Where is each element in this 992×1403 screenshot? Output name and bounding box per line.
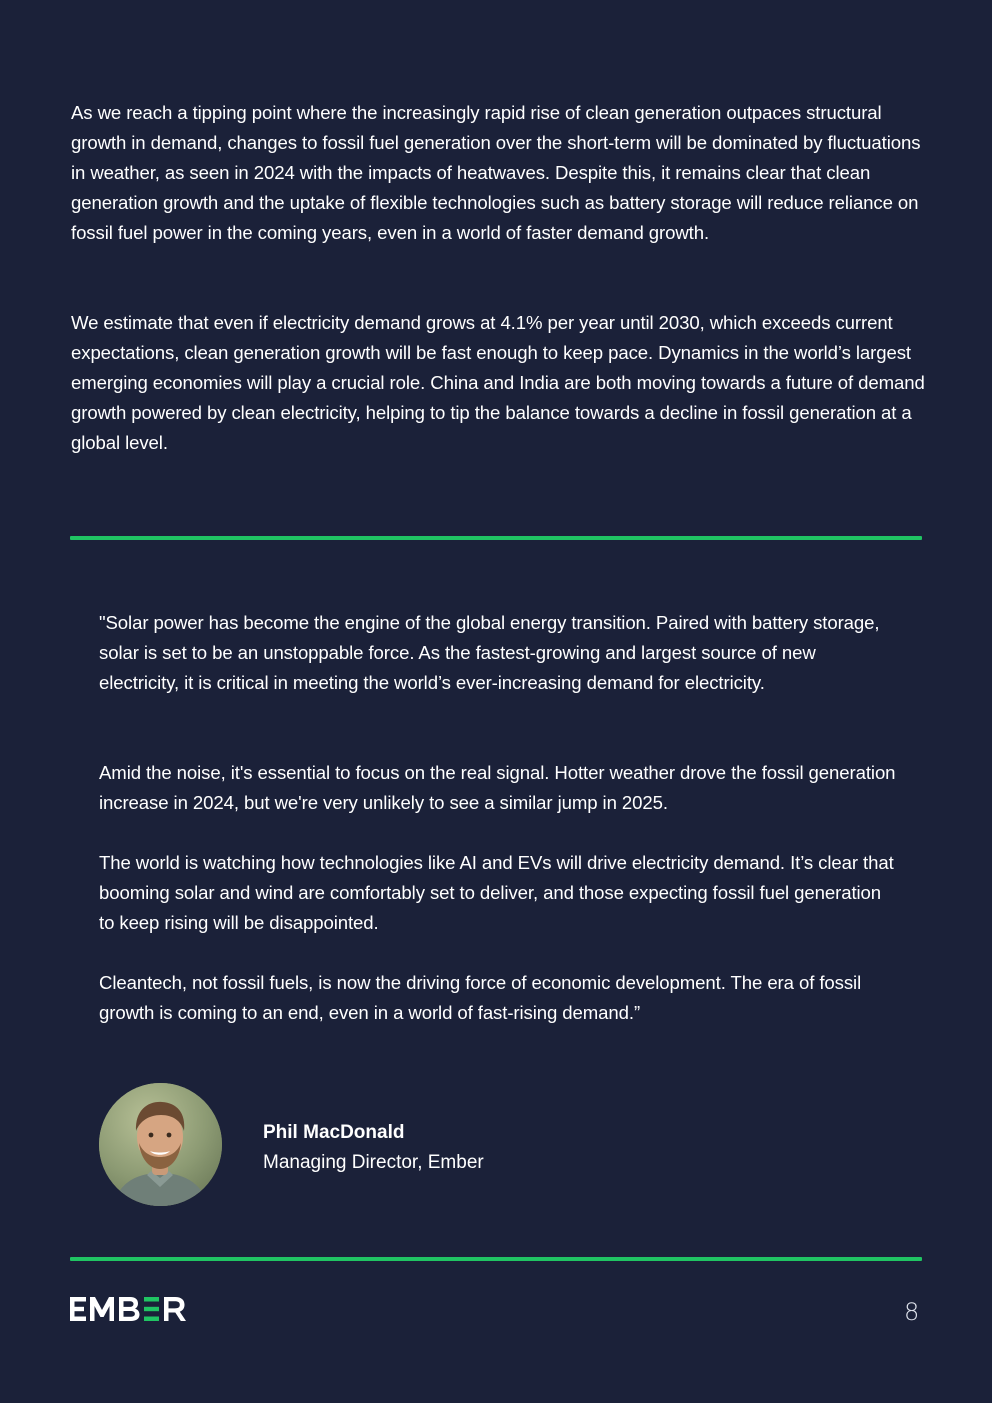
ember-logo <box>70 1294 188 1322</box>
intro-paragraph-2: We estimate that even if electricity demand grows at 4.1% per year until 2030, which exceeds current expectations, clean generation growth will be fast enough to keep pace. Dynamics in the world’s largest emerging economies will play a crucial role. China and India are both moving towards a future of demand growth powered by clean electricity, helping to tip the balance towards a decline in fossil generation at a global level. <box>71 312 925 453</box>
author-name: Phil MacDonald <box>263 1122 405 1143</box>
quote-paragraph-1: "Solar power has become the engine of the global energy transition. Paired with battery storage, solar is set to be an unstoppable force. As the fastest-growing and largest source of new electricity, it is critical in meeting the world’s ever-increasing demand for electricity. <box>99 612 880 693</box>
section-divider-bottom <box>70 1257 922 1261</box>
section-divider-top <box>70 536 922 540</box>
quote-paragraph-4: Cleantech, not fossil fuels, is now the driving force of economic development. The era of fossil growth is coming to an end, even in a world of fast-rising demand.” <box>99 972 862 1023</box>
page-number: 8 <box>904 1298 920 1326</box>
author-avatar <box>99 1083 222 1206</box>
quote-paragraph-2: Amid the noise, it's essential to focus on the real signal. Hotter weather drove the fossil generation increase in 2024, but we're very unlikely to see a similar jump in 2025. <box>99 762 896 813</box>
author-role: Managing Director, Ember <box>263 1152 484 1173</box>
intro-paragraph-1: As we reach a tipping point where the increasingly rapid rise of clean generation outpaces structural growth in demand, changes to fossil fuel generation over the short-term will be dominated by fluctuations in weather, as seen in 2024 with the impacts of heatwaves. Despite this, it remains clear that clean generation growth and the uptake of flexible technologies such as battery storage will reduce reliance on fossil fuel power in the coming years, even in a world of faster demand growth. <box>71 102 921 243</box>
quote-paragraph-3: The world is watching how technologies like AI and EVs will drive electricity demand. It’s clear that booming solar and wind are comfortably set to deliver, and those expecting fossil fuel generation to keep rising will be disappointed. <box>99 852 894 933</box>
